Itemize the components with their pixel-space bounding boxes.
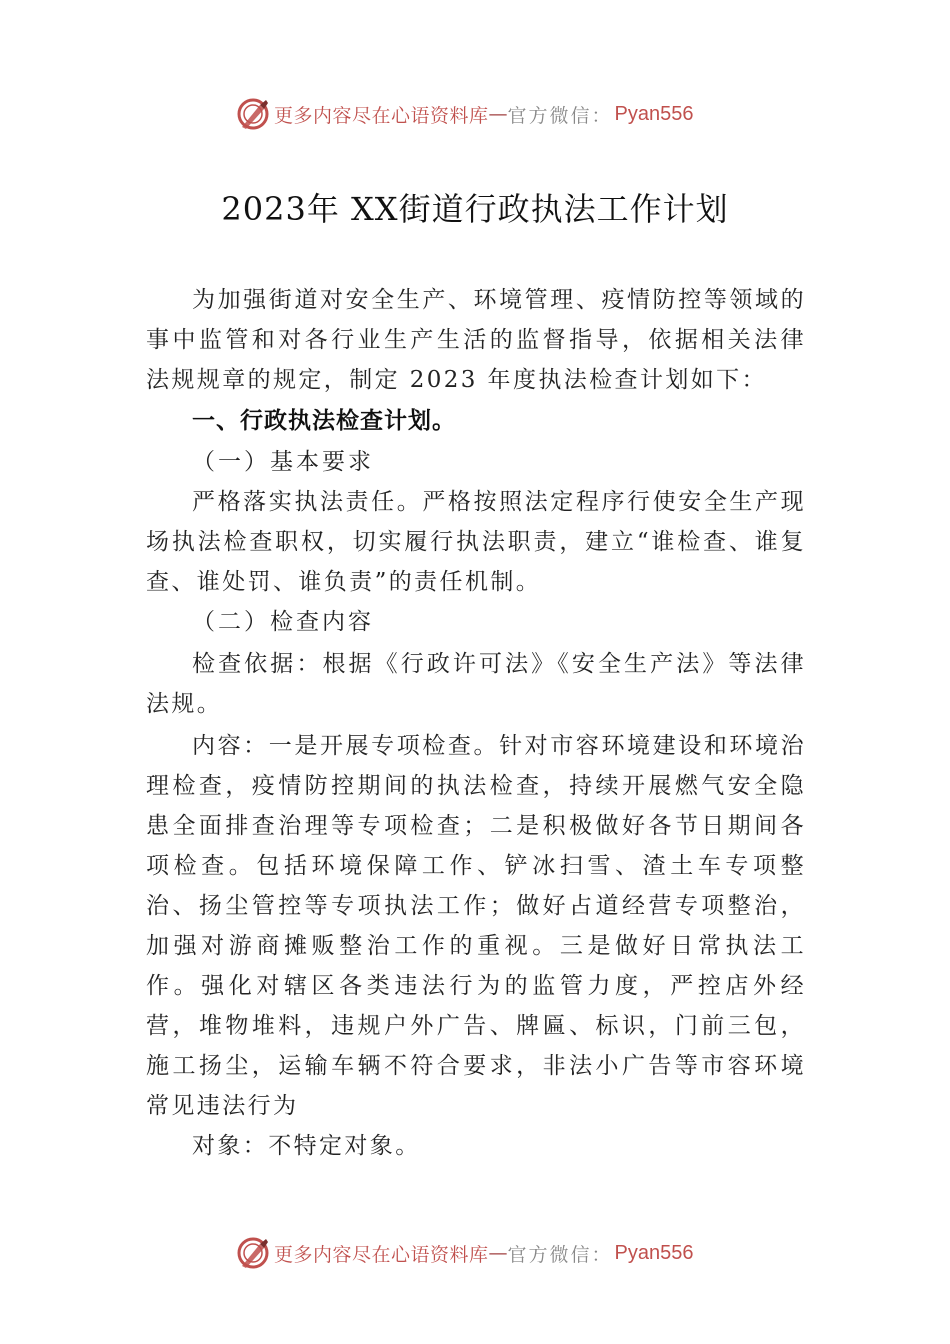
inspection-basis-paragraph: 检查依据：根据《行政许可法》《安全生产法》等法律法规。 (146, 651, 806, 717)
inspection-target-paragraph: 对象：不特定对象。 (192, 1133, 421, 1159)
inspection-content-paragraph: 内容：一是开展专项检查。针对市容环境建设和环境治理检查，疫情防控期间的执法检查，持续开展燃气安全隐患全面排查治理等专项检查；二是积极做好各节日期间各项检查。包括环境保障工作、铲冰扫雪、渣土车专项整治、扬尘管控等专项执法工作；做好占道经营专项整治，加强对游商摊贩整治工作的重视。三是做好日常执法工作。强化对辖区各类违法行为的监管力度，严控店外经营，堆物堆料，违规户外广告、牌匾、标识，门前三包，施工扬尘，运输车辆不符合要求，非法小广告等市容环境常见违法行为 (146, 733, 806, 1119)
watermark-wechat-id: Pyan556 (614, 1241, 694, 1264)
intro-paragraph: 为加强街道对安全生产、环境管理、疫情防控等领域的事中监管和对各行业生产生活的监督指导，依据相关法律法规规章的规定，制定 2023 年度执法检查计划如下： (146, 287, 806, 393)
document-body (146, 280, 806, 1166)
pen-logo-icon (236, 1236, 270, 1270)
basic-requirements-paragraph: 严格落实执法责任。严格按照法定程序行使安全生产现场执法检查职权，切实履行执法职责，建立“谁检查、谁复查、谁处罚、谁负责”的责任机制。 (146, 489, 806, 595)
watermark-dash: — (488, 1242, 508, 1264)
watermark-wechat-label: 官方微信： (507, 1243, 613, 1266)
watermark-text: 更多内容尽在心语资料库 (274, 1243, 489, 1266)
watermark-dash: — (488, 103, 508, 125)
pen-logo-icon (236, 97, 270, 131)
document-title: 2023年 XX街道行政执法工作计划 (221, 190, 729, 228)
subsection-heading-basic-requirements: （一）基本要求 (192, 449, 374, 475)
section-heading: 一、行政执法检查计划。 (192, 408, 456, 434)
subsection-heading-inspection-content: （二）检查内容 (192, 609, 374, 635)
footer-watermark (236, 1233, 694, 1273)
watermark-wechat-label: 官方微信： (507, 104, 613, 127)
header-watermark (236, 94, 694, 134)
watermark-text: 更多内容尽在心语资料库 (274, 104, 489, 127)
watermark-wechat-id: Pyan556 (614, 102, 694, 125)
